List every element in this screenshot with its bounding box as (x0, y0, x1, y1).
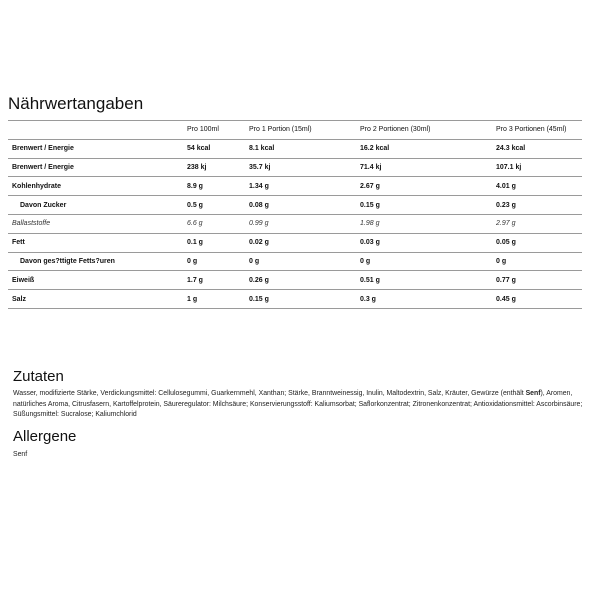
nutrient-value-cell: 1.98 g (356, 214, 492, 233)
column-header-per-100ml: Pro 100ml (183, 121, 245, 140)
nutrient-name-cell: Ballaststoffe (8, 214, 183, 233)
nutrient-value-cell: 1 g (183, 290, 245, 309)
nutrient-value-cell: 0.5 g (183, 196, 245, 215)
nutrient-value-cell: 0.51 g (356, 271, 492, 290)
nutrient-name-cell: Davon ges?ttigte Fetts?uren (8, 252, 183, 271)
nutrient-name-cell: Kohlenhydrate (8, 177, 183, 196)
nutrition-table (8, 120, 582, 309)
nutrient-value-cell: 2.97 g (492, 214, 582, 233)
column-header-per-portion: Pro 1 Portion (15ml) (245, 121, 356, 140)
nutrient-value-cell: 107.1 kj (492, 158, 582, 177)
table-row (8, 177, 582, 196)
table-row (8, 233, 582, 252)
nutrient-name-cell: Davon Zucker (8, 196, 183, 215)
nutrient-value-cell: 0.1 g (183, 233, 245, 252)
nutrient-value-cell: 0.45 g (492, 290, 582, 309)
nutrient-value-cell: 71.4 kj (356, 158, 492, 177)
ingredients-text (13, 389, 585, 421)
nutrient-value-cell: 24.3 kcal (492, 139, 582, 158)
nutrient-name-cell: Brenwert / Energie (8, 139, 183, 158)
nutrient-value-cell: 1.7 g (183, 271, 245, 290)
ingredients-allergen-highlight: Senf (525, 390, 541, 397)
table-row (8, 158, 582, 177)
nutrient-value-cell: 238 kj (183, 158, 245, 177)
nutrient-value-cell: 35.7 kj (245, 158, 356, 177)
column-header-per-2-portions: Pro 2 Portionen (30ml) (356, 121, 492, 140)
ingredients-text-before: Wasser, modifizierte Stärke, Verdickungsmittel: Cellulosegummi, Guarkernmehl, Xanthan; Stärke, Branntweinessig, Inulin, Maltodextrin, Salz, Kräuter, Gewürze (enthält (13, 390, 526, 397)
allergens-title: Allergene (13, 428, 77, 445)
nutrient-value-cell: 0.05 g (492, 233, 582, 252)
allergens-text: Senf (13, 451, 28, 458)
page-title: Nährwertangaben (8, 94, 144, 113)
nutrient-value-cell: 0.08 g (245, 196, 356, 215)
nutrient-name-cell: Brenwert / Energie (8, 158, 183, 177)
nutrient-value-cell: 0.3 g (356, 290, 492, 309)
nutrient-value-cell: 0.15 g (245, 290, 356, 309)
nutrient-name-cell: Eiweiß (8, 271, 183, 290)
column-header-nutrient (8, 121, 183, 140)
nutrient-value-cell: 8.1 kcal (245, 139, 356, 158)
table-header-row (8, 121, 582, 140)
table-row (8, 252, 582, 271)
nutrient-value-cell: 0 g (492, 252, 582, 271)
table-row (8, 290, 582, 309)
nutrient-value-cell: 0.03 g (356, 233, 492, 252)
nutrient-value-cell: 1.34 g (245, 177, 356, 196)
nutrient-name-cell: Salz (8, 290, 183, 309)
nutrient-value-cell: 0.15 g (356, 196, 492, 215)
nutrient-value-cell: 0.02 g (245, 233, 356, 252)
nutrient-value-cell: 6.6 g (183, 214, 245, 233)
nutrient-value-cell: 2.67 g (356, 177, 492, 196)
table-row (8, 214, 582, 233)
nutrient-value-cell: 8.9 g (183, 177, 245, 196)
nutrient-value-cell: 0.26 g (245, 271, 356, 290)
nutrient-value-cell: 0 g (356, 252, 492, 271)
nutrient-value-cell: 16.2 kcal (356, 139, 492, 158)
nutrient-value-cell: 0.99 g (245, 214, 356, 233)
column-header-per-3-portions: Pro 3 Portionen (45ml) (492, 121, 582, 140)
nutrient-value-cell: 0 g (183, 252, 245, 271)
ingredients-text-after: ), Aromen, natürliches Aroma, Citrusfasern, Kartoffelprotein, Säureregulator: Milchsäure; Konservierungsstoff: Kaliumsorbat; Saflorkonzentrat; Zitronenkonzentrat; Antioxidationsmittel: Ascorbinsäure; Süßungsmittel: Sucralose; Kaliumchlorid (13, 390, 583, 418)
nutrient-value-cell: 0.23 g (492, 196, 582, 215)
table-row (8, 271, 582, 290)
nutrient-value-cell: 4.01 g (492, 177, 582, 196)
nutrient-value-cell: 0.77 g (492, 271, 582, 290)
table-row (8, 196, 582, 215)
nutrient-value-cell: 0 g (245, 252, 356, 271)
nutrient-value-cell: 54 kcal (183, 139, 245, 158)
nutrient-name-cell: Fett (8, 233, 183, 252)
table-row (8, 139, 582, 158)
ingredients-title: Zutaten (13, 368, 64, 385)
